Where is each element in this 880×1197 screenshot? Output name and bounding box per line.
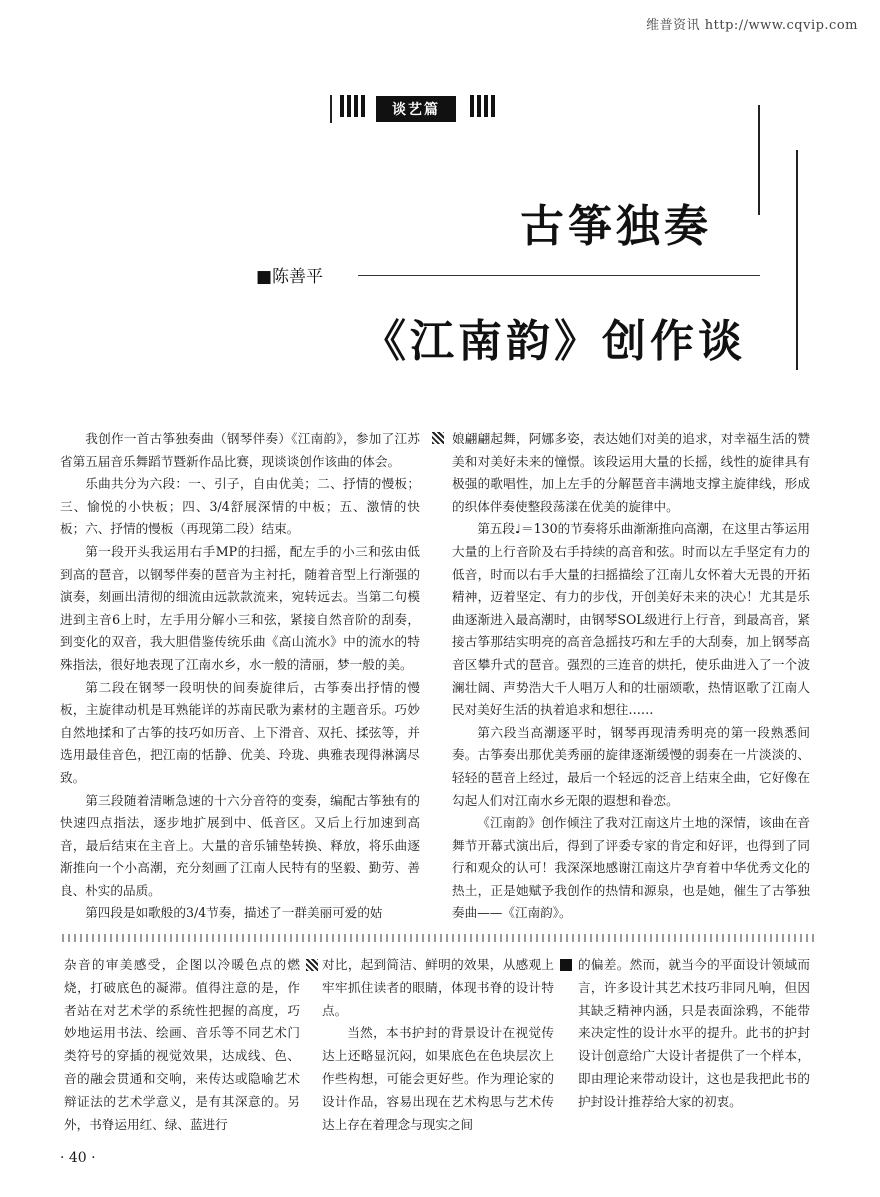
paragraph: 第二段在钢琴一段明快的间奏旋律后，古筝奏出抒情的慢板，主旋律动机是耳熟能详的苏南民歌为素材的主题音乐。巧妙自然地揉和了古筝的技巧如历音、上下滑音、双托、揉弦等，并选用最佳音色，把江南的恬静、优美、玲珑、典雅表现得淋漓尽致。 bbox=[60, 679, 420, 785]
paragraph: 当然，本书护封的背景设计在视觉传达上还略显沉闷，如果底色在色块层次上作些构想，可能会更好些。作为理论家的设计作品，容易出现在艺术构思与艺术传达上存在着理念与现实之间 bbox=[322, 1025, 554, 1132]
author-name: ■陈善平 bbox=[256, 267, 324, 287]
article-right-column bbox=[452, 428, 810, 925]
header-bars-decoration-right bbox=[470, 95, 498, 121]
paragraph: 第六段当高潮逐平时，钢琴再现清秀明亮的第一段熟悉间奏。古筝奏出那优美秀丽的旋律逐渐缓慢的弱奏在一片淡淡的、轻轻的琶音上经过，最后一个轻远的泛音上结束全曲，它好像在勾起人们对江南水乡无限的遐想和眷恋。 bbox=[452, 724, 810, 808]
column-separator-mark bbox=[560, 959, 572, 971]
title-line-2: 《江南韵》创作谈 bbox=[362, 316, 746, 367]
paragraph: 第三段随着清晰急速的十六分音符的变奏，编配古筝独有的快速四点指法，逐步地扩展到中、低音区。又后上行加速到高音，最后结束在主音上。大量的音乐铺垫转换、释放，将乐曲逐渐推向一个小高潮，充分刻画了江南人民特有的坚毅、勤劳、善良、朴实的品质。 bbox=[60, 792, 420, 898]
bottom-column-2 bbox=[322, 954, 554, 1136]
title-line-1: 古筝独奏 bbox=[520, 201, 712, 252]
paragraph: 娘翩翩起舞，阿娜多姿，表达她们对美的追求，对幸福生活的赞美和对美好未来的憧憬。该段运用大量的长摇，线性的旋律具有极强的歌唱性，加上左手的分解琶音丰满地支撑主旋律线，形成的织体伴奏使整段荡漾在优美的旋律中。 bbox=[452, 431, 810, 514]
paragraph: 第五段♩＝130的节奏将乐曲渐渐推向高潮，在这里古筝运用大量的上行音阶及右手持续的高音和弦。时而以左手坚定有力的低音，时而以右手大量的扫摇描绘了江南儿女怀着大无畏的开拓精神，迈着坚定、有力的步伐，开创美好未来的决心！尤其是乐曲逐渐进入最高潮时，由钢琴SOL级进行上行音，到最高音，紧接古筝那结实明亮的高音急摇技巧和左手的大刮奏，加上钢琴高音区攀升式的琶音。强烈的三连音的烘托，使乐曲进入了一个波澜壮阔、声势浩大千人唱万人和的壮丽颂歌，热情讴歌了江南人民对美好生活的执着追求和想往…… bbox=[452, 521, 810, 718]
paragraph: 第四段是如歌般的3/4节奏，描述了一群美丽可爱的姑 bbox=[85, 905, 383, 921]
header-bars-decoration bbox=[340, 95, 368, 121]
paragraph: 我创作一首古筝独奏曲（钢琴伴奏）《江南韵》，参加了江苏省第五届音乐舞蹈节暨新作品比赛，现谈谈创作该曲的体会。 bbox=[60, 431, 420, 469]
column-separator-mark bbox=[432, 432, 444, 444]
vertical-rule-top-right bbox=[758, 105, 760, 215]
author-rule bbox=[358, 275, 760, 276]
paragraph: 的偏差。然而，就当今的平面设计领域而言，许多设计其艺术技巧非同凡响，但因其缺乏精神内涵，只是表面涂鸦，不能带来决定性的设计水平的提升。此书的护封设计创意给广大设计者提供了一个样本，即由理论来带动设计，这也是我把此书的护封设计推荐给大家的初衷。 bbox=[578, 957, 810, 1109]
vertical-rule-top-left bbox=[330, 95, 332, 123]
watermark-text: 维普资讯 http://www.cqvip.com bbox=[646, 18, 858, 33]
bottom-column-1 bbox=[64, 954, 300, 1136]
paragraph: 对比，起到简洁、鲜明的效果，从感观上牢牢抓住读者的眼睛，体现书脊的设计特点。 bbox=[322, 957, 554, 1018]
page-number: · 40 · bbox=[60, 1150, 96, 1166]
vertical-rule-right bbox=[796, 150, 798, 370]
paragraph: 第一段开头我运用右手MP的扫摇，配左手的小三和弦由低到高的琶音，以钢琴伴奏的琶音为主衬托，随着音型上行渐强的演奏，刻画出清彻的细流由远款款流来，宛转远去。当第二句模进到主音6上时，左手用分解小三和弦，紧接自然音阶的刮奏，到变化的双音，我大胆借鉴传统乐曲《高山流水》中的流水的特殊指法，很好地表现了江南水乡，水一般的清丽，梦一般的美。 bbox=[60, 543, 420, 672]
decorative-divider bbox=[62, 934, 818, 942]
paragraph: 乐曲共分为六段：一、引子，自由优美；二、抒情的慢板；三、愉悦的小快板；四、3/4舒展深情的中板；五、激情的快板；六、抒情的慢板（再现第二段）结束。 bbox=[60, 476, 420, 537]
bottom-column-3 bbox=[578, 954, 810, 1114]
column-separator-mark bbox=[306, 959, 318, 971]
article-left-column bbox=[60, 428, 420, 925]
paragraph: 《江南韵》创作倾注了我对江南这片土地的深情，该曲在音舞节开幕式演出后，得到了评委专家的肯定和好评，也得到了同行和观众的认可！我深深地感谢江南这片孕育着中华优秀文化的热土，正是她赋予我创作的热情和源泉，也是她，催生了古筝独奏曲——《江南韵》。 bbox=[452, 815, 810, 921]
section-tag: 谈艺篇 bbox=[376, 96, 456, 122]
paragraph: 杂音的审美感受，企图以冷暖色点的燃烧，打破底色的凝滞。值得注意的是，作者站在对艺术学的系统性把握的高度，巧妙地运用书法、绘画、音乐等不同艺术门类符号的穿插的视觉效果，达成线、色、音的融会贯通和交响，来传达或隐喻艺术辩证法的艺术学意义，是有其深意的。另外，书脊运用红、绿、蓝进行 bbox=[64, 957, 300, 1132]
